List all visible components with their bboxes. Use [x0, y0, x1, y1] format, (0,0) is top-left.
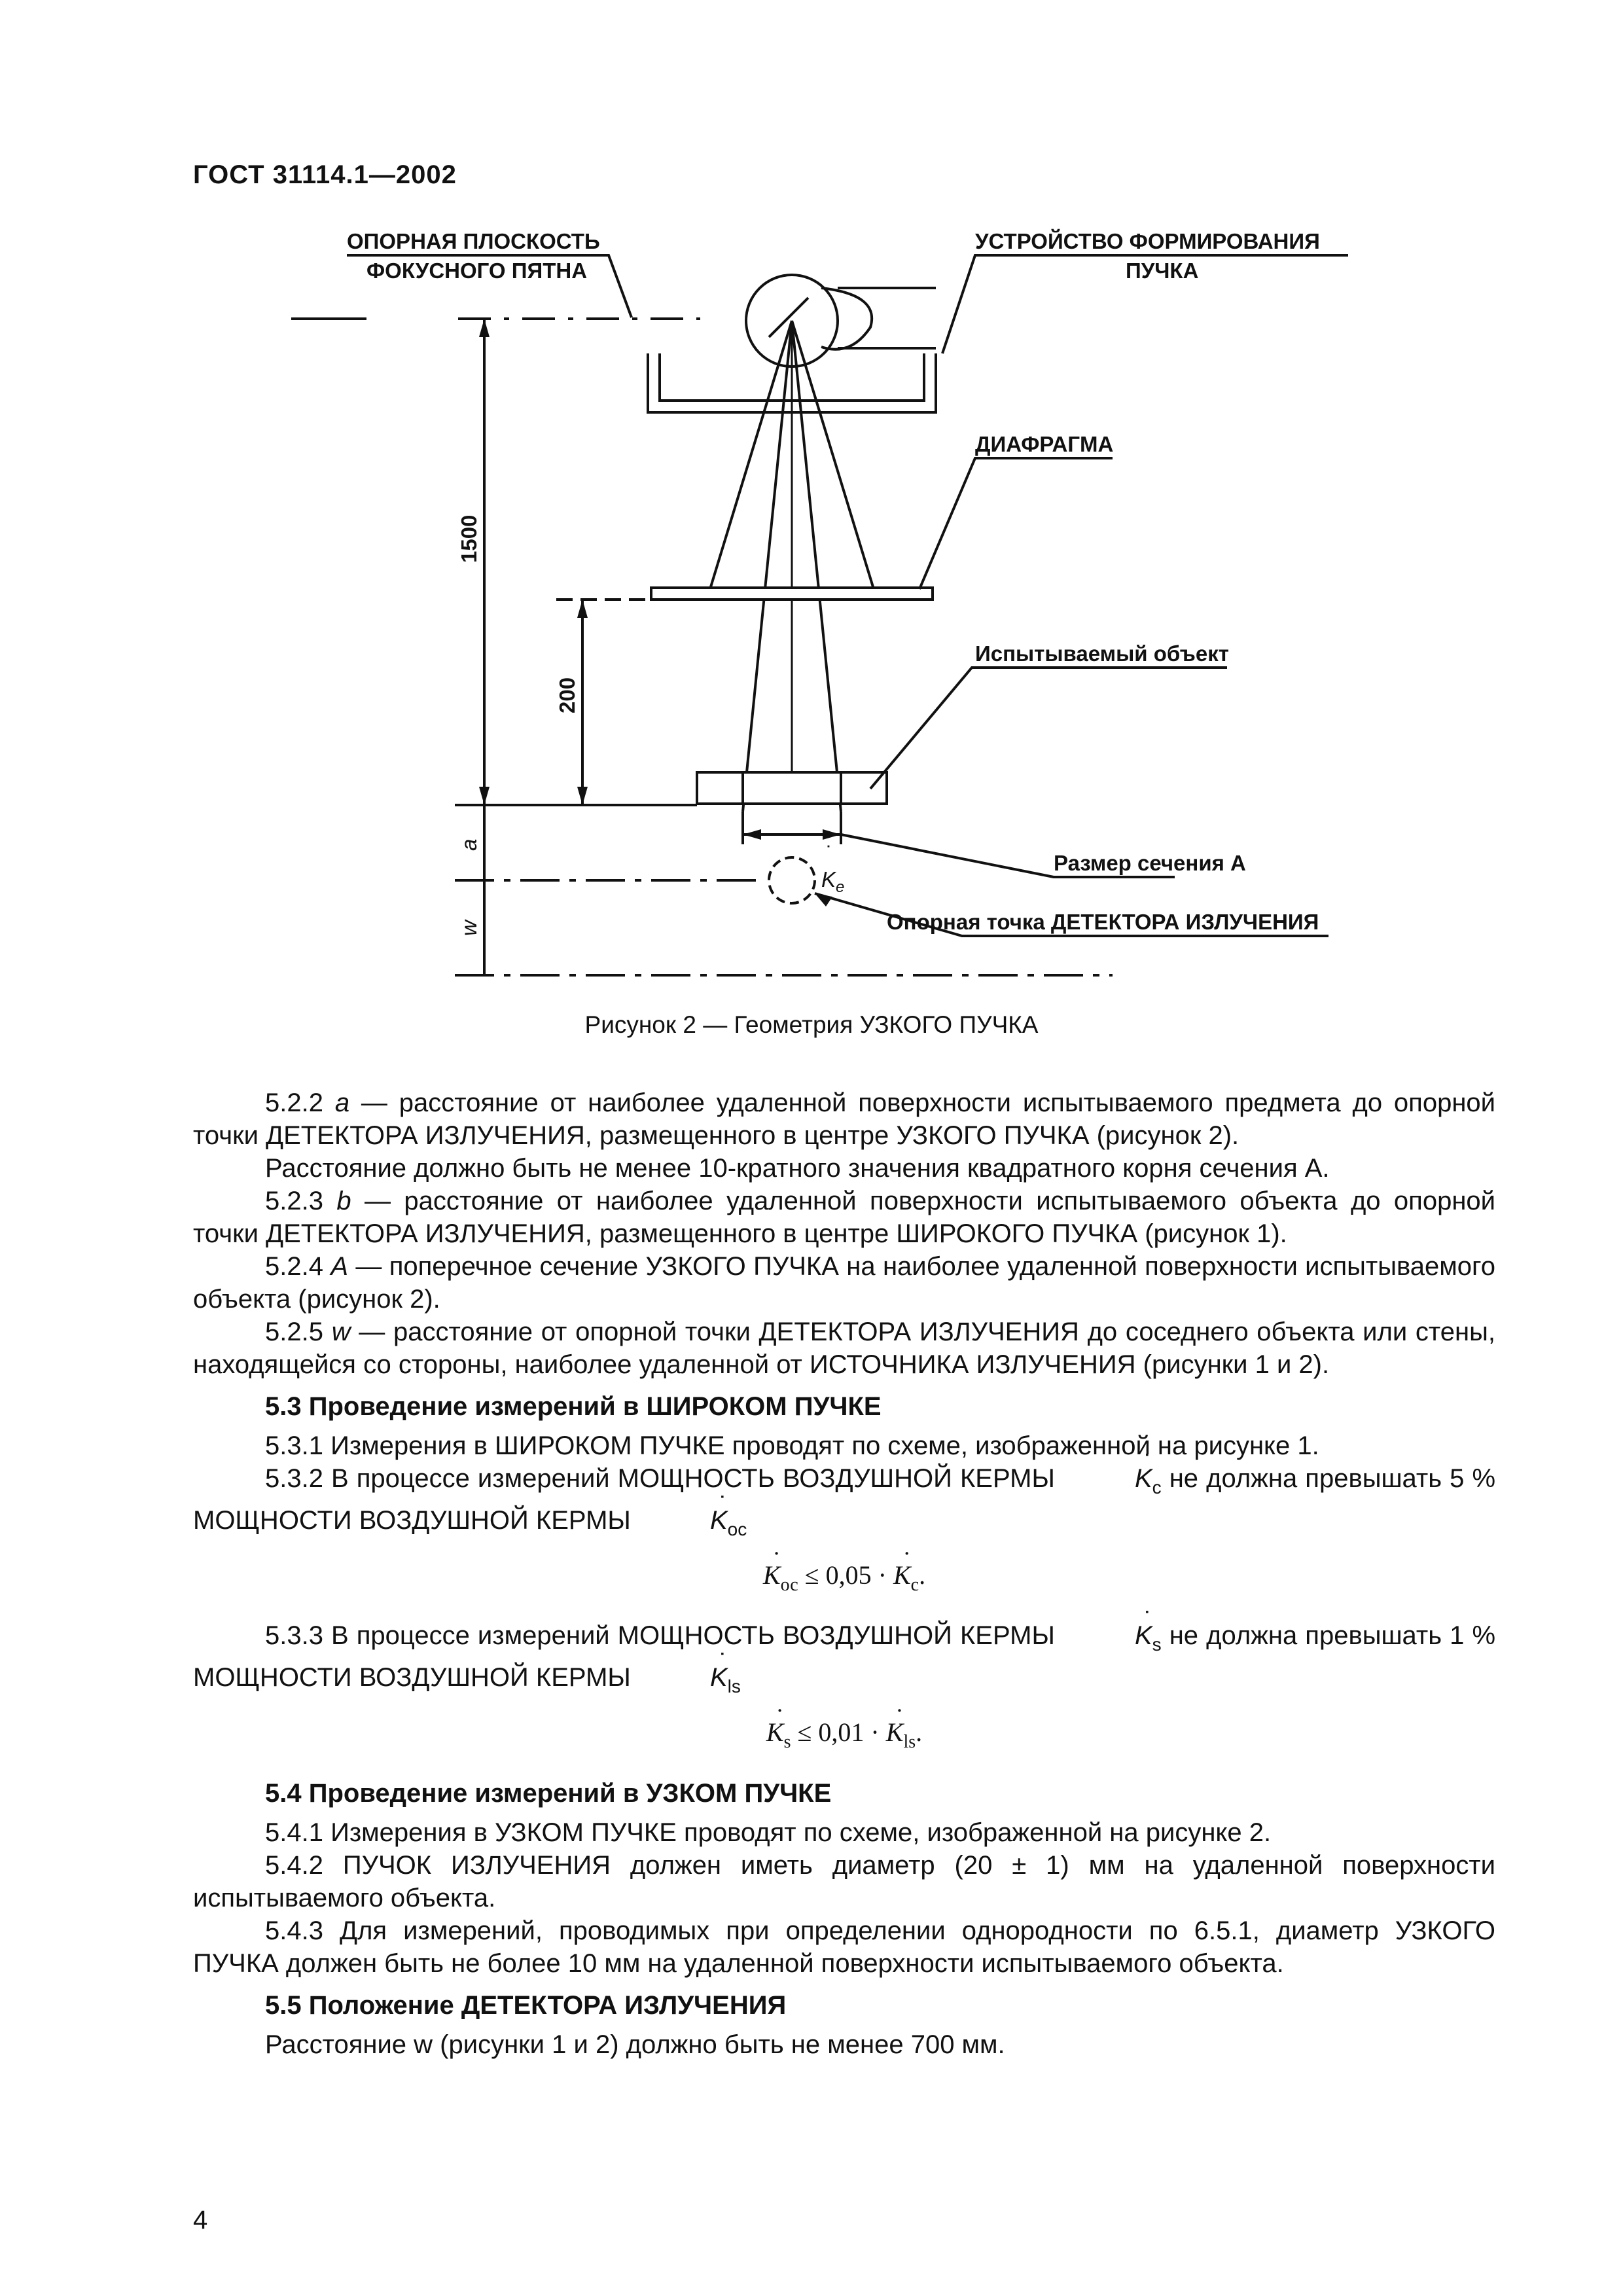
heading-5-3: 5.3 Проведение измерений в ШИРОКОМ ПУЧКЕ	[265, 1392, 882, 1421]
paragraph-5-3-1: 5.3.1 Измерения в ШИРОКОМ ПУЧКЕ проводят по схеме, изображенной на рисунке 1.	[265, 1431, 1319, 1460]
formula-1: ˙ $K_{ос} \le 0,05$ · ˙ $K_с$.	[193, 1559, 1495, 1602]
label-focal-plane-2: ФОКУСНОГО ПЯТНА	[366, 259, 588, 283]
paragraph-5-2-5: 5.2.5 w — расстояние от опорной точки ДЕТЕКТОРА ИЗЛУЧЕНИЯ до соседнего объекта или стены, находящейся со стороны, наиболее удаленной от ИСТОЧНИКА ИЗЛУЧЕНИЯ (рисунки 1 и 2).	[193, 1318, 1495, 1379]
paragraph-5-5: Расстояние w (рисунки 1 и 2) должно быть не менее 700 мм.	[265, 2030, 1005, 2059]
dim-a: a	[457, 838, 481, 851]
page-number: 4	[193, 2206, 208, 2234]
narrow-beam-geometry-figure	[0, 196, 1623, 1001]
detector-icon	[769, 857, 815, 903]
dim-200: 200	[555, 677, 579, 713]
body-text	[193, 1086, 1495, 2061]
document-header: ГОСТ 31114.1—2002	[193, 160, 457, 189]
paragraph-5-3-3: 5.3.3 В процессе измерений МОЩНОСТЬ ВОЗДУШНОЙ КЕРМЫ ˙ $K_s$ не должна превышать 1 % МОЩНОСТИ ВОЗДУШНОЙ КЕРМЫ ˙ $K_{ls}$	[193, 1619, 1495, 1703]
paragraph-5-4-1: 5.4.1 Измерения в УЗКОМ ПУЧКЕ проводят по схеме, изображенной на рисунке 2.	[265, 1818, 1272, 1847]
paragraph-5-2-2-note: Расстояние должно быть не менее 10-кратного значения квадратного корня сечения А.	[265, 1154, 1330, 1183]
dim-w: w	[457, 920, 481, 936]
label-focal-plane-1: ОПОРНАЯ ПЛОСКОСТЬ	[347, 229, 600, 253]
label-test-object: Испытываемый объект	[975, 641, 1229, 666]
diaphragm	[651, 588, 933, 600]
paragraph-5-2-2: 5.2.2 a — расстояние от наиболее удаленной поверхности испытываемого предмета до опорной точки ДЕТЕКТОРА ИЗЛУЧЕНИЯ, размещенного в центре УЗКОГО ПУЧКА (рисунок 2).	[193, 1088, 1496, 1150]
paragraph-5-4-3: 5.4.3 Для измерений, проводимых при определении однородности по 6.5.1, диаметр УЗКОГО ПУЧКА должен быть не более 10 мм на удаленной поверхности испытываемого объекта.	[193, 1916, 1495, 1978]
paragraph-5-3-2: 5.3.2 В процессе измерений МОЩНОСТЬ ВОЗДУШНОЙ КЕРМЫ ˙ $K_с$ не должна превышать 5 % МОЩНОСТИ ВОЗДУШНОЙ КЕРМЫ ˙ $K_{ос}$	[193, 1462, 1495, 1546]
label-detector-ref: Опорная точка ДЕТЕКТОРА ИЗЛУЧЕНИЯ	[887, 910, 1319, 934]
label-beam-device-2: ПУЧКА	[1126, 259, 1199, 283]
label-beam-device-1: УСТРОЙСТВО ФОРМИРОВАНИЯ	[975, 229, 1320, 253]
paragraph-5-4-2: 5.4.2 ПУЧОК ИЗЛУЧЕНИЯ должен иметь диаметр (20 ± 1) мм на удаленной поверхности испытываемого объекта.	[193, 1850, 1495, 1912]
formula-2: ˙ $K_s \le 0,01$ · ˙ $K_{ls}$.	[193, 1716, 1495, 1759]
dim-1500: 1500	[457, 514, 481, 563]
ke-dot: ˙	[826, 842, 833, 866]
paragraph-5-2-3: 5.2.3 b — расстояние от наиболее удаленной поверхности испытываемого объекта до опорной точки ДЕТЕКТОРА ИЗЛУЧЕНИЯ, размещенного в центре ШИРОКОГО ПУЧКА (рисунок 1).	[193, 1187, 1496, 1248]
test-object	[697, 772, 887, 804]
label-diaphragm: ДИАФРАГМА	[975, 432, 1114, 456]
figure-caption: Рисунок 2 — Геометрия УЗКОГО ПУЧКА	[584, 1011, 1039, 1038]
heading-5-5: 5.5 Положение ДЕТЕКТОРА ИЗЛУЧЕНИЯ	[265, 1990, 787, 2020]
ke-symbol: $K_e$	[821, 867, 845, 896]
paragraph-5-2-4: 5.2.4 A — поперечное сечение УЗКОГО ПУЧКА на наиболее удаленной поверхности испытываемого объекта (рисунок 2).	[193, 1252, 1495, 1314]
heading-5-4: 5.4 Проведение измерений в УЗКОМ ПУЧКЕ	[265, 1778, 832, 1808]
label-section-size: Размер сечения А	[1054, 851, 1246, 875]
